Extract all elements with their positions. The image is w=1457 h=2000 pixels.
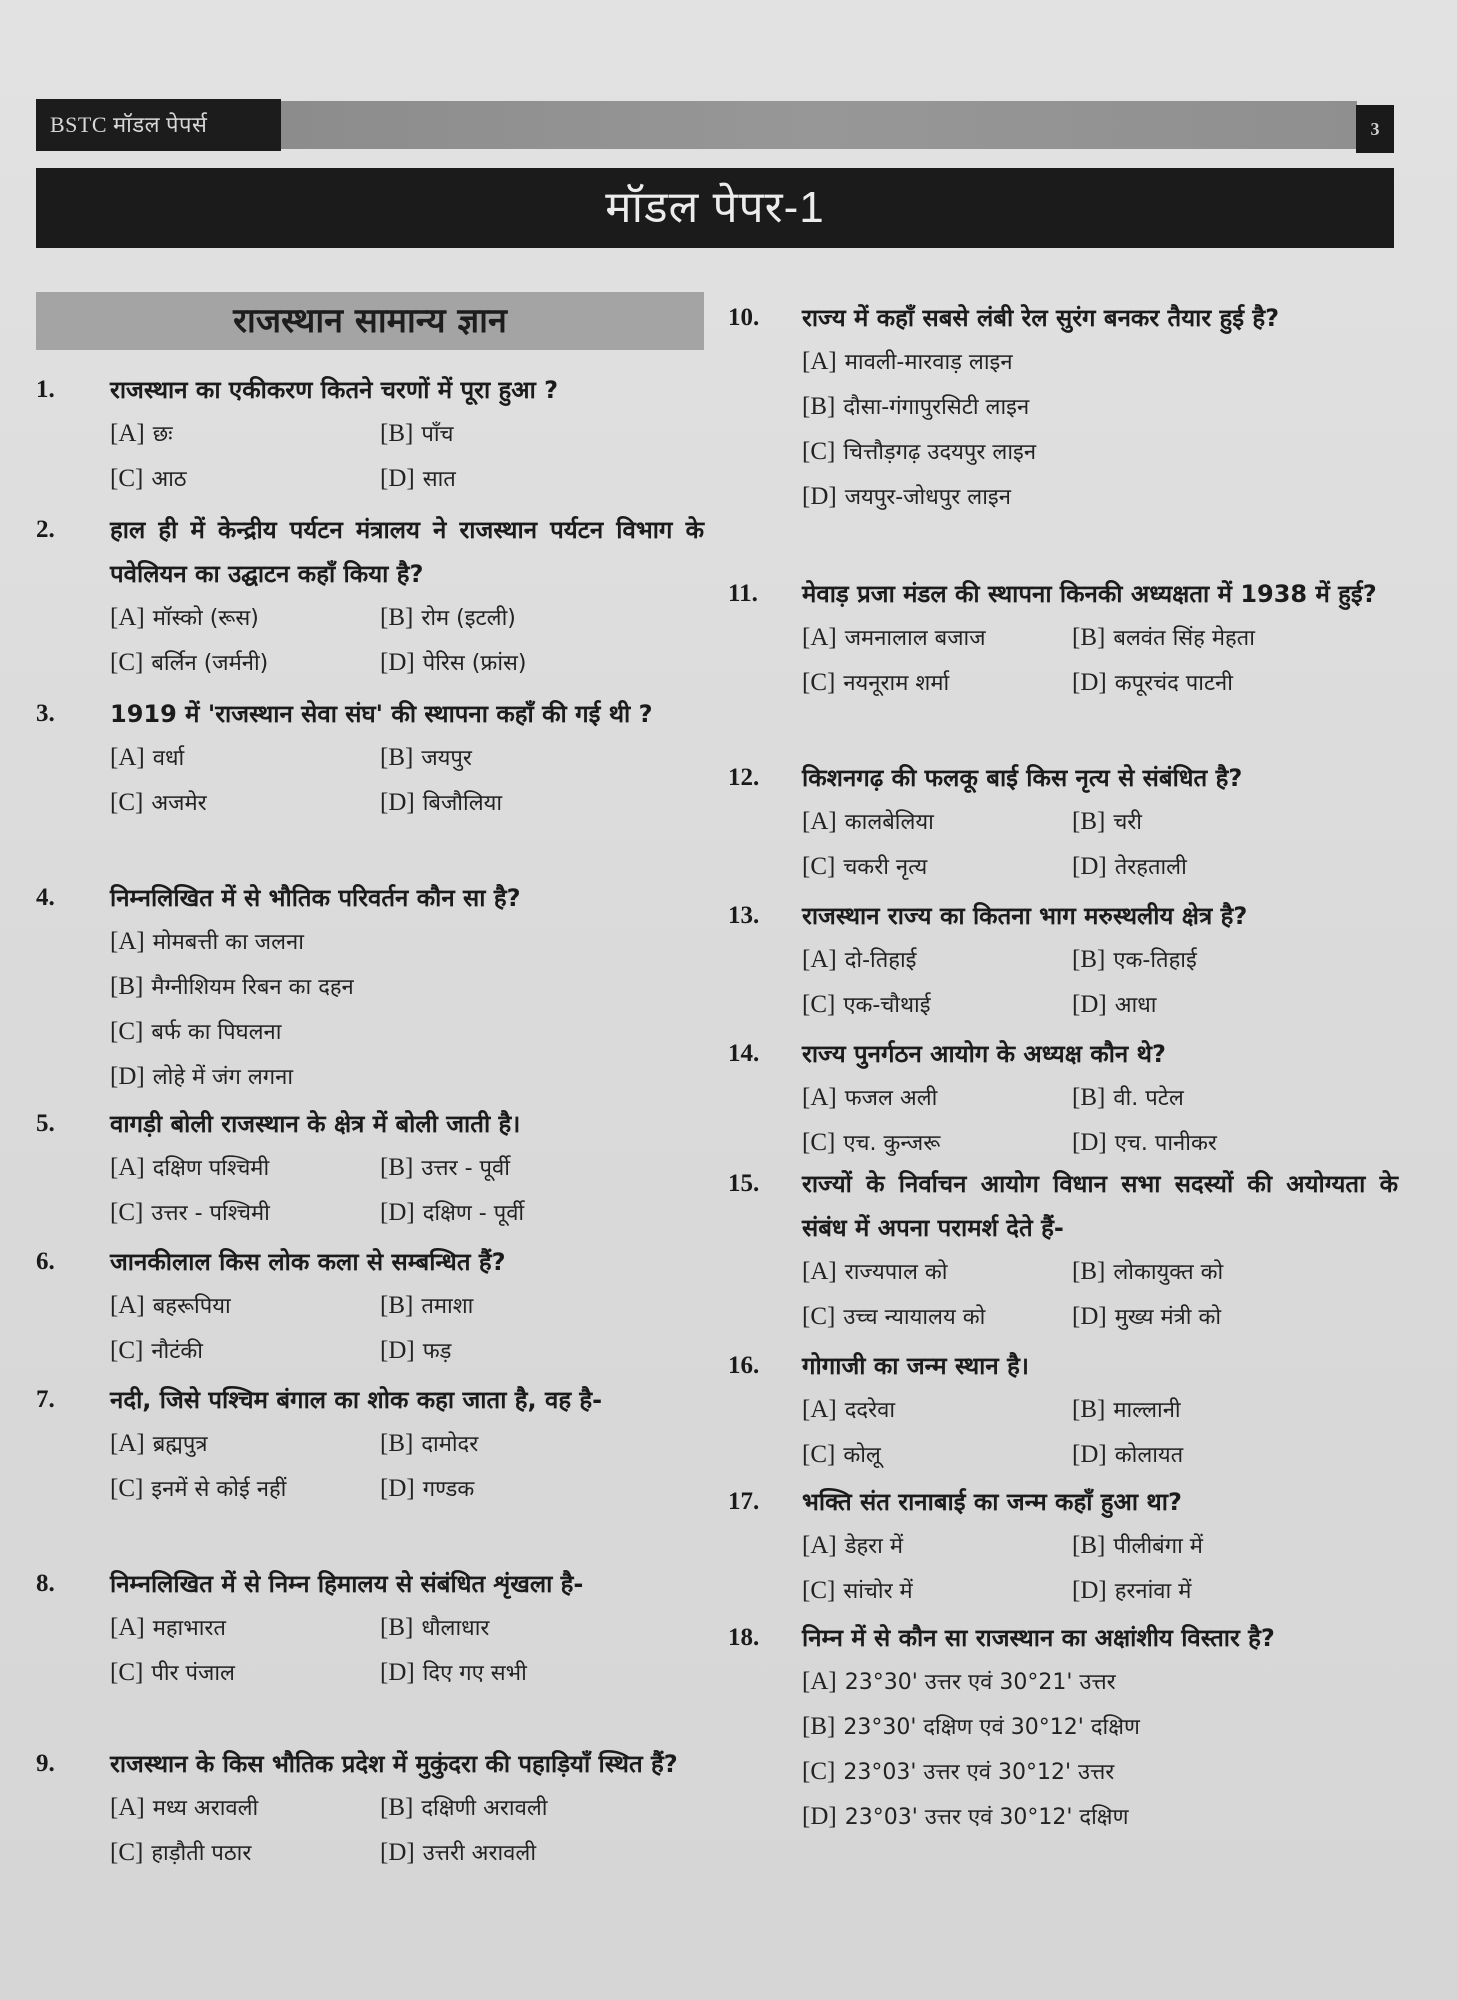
question-10 bbox=[728, 296, 1398, 520]
option-d: [D] एच. पानीकर bbox=[1072, 1129, 1217, 1156]
question-number: 17. bbox=[728, 1488, 760, 1515]
option-c: [C] चित्तौड़गढ़ उदयपुर लाइन bbox=[802, 438, 1037, 465]
options bbox=[802, 1524, 1398, 1614]
options bbox=[802, 340, 1398, 520]
option-d: [D] लोहे में जंग लगना bbox=[110, 1063, 294, 1090]
option-c: [C] 23°03' उत्तर एवं 30°12' उत्तर bbox=[802, 1758, 1115, 1785]
question-4 bbox=[36, 876, 704, 1100]
option-c: [C] एक-चौथाई bbox=[802, 991, 931, 1018]
question-text: राज्य पुनर्गठन आयोग के अध्यक्ष कौन थे? bbox=[802, 1040, 1166, 1068]
option-b: [B] उत्तर - पूर्वी bbox=[380, 1154, 510, 1181]
question-15 bbox=[728, 1162, 1398, 1340]
option-a: [A] छः bbox=[110, 420, 173, 447]
options bbox=[110, 412, 704, 502]
question-number: 11. bbox=[728, 580, 758, 607]
options bbox=[110, 596, 704, 686]
option-c: [C] नयनूराम शर्मा bbox=[802, 669, 950, 696]
option-c: [C] बर्फ का पिघलना bbox=[110, 1018, 282, 1045]
options bbox=[110, 1146, 704, 1236]
question-11 bbox=[728, 572, 1398, 706]
option-a: [A] जमनालाल बजाज bbox=[802, 624, 986, 651]
option-b: [B] पाँच bbox=[380, 420, 454, 447]
option-b: [B] तमाशा bbox=[380, 1292, 474, 1319]
option-a: [A] दो-तिहाई bbox=[802, 946, 917, 973]
option-c: [C] चकरी नृत्य bbox=[802, 853, 928, 880]
options bbox=[110, 920, 704, 1100]
options bbox=[802, 1388, 1398, 1478]
question-text: हाल ही में केन्द्रीय पर्यटन मंत्रालय ने राजस्थान पर्यटन विभाग के पवेलियन का उद्घाटन कहाँ किया है? bbox=[110, 516, 704, 588]
option-a: [A] 23°30' उत्तर एवं 30°21' उत्तर bbox=[802, 1668, 1116, 1695]
question-number: 3. bbox=[36, 700, 55, 727]
question-number: 13. bbox=[728, 902, 760, 929]
question-text: राजस्थान के किस भौतिक प्रदेश में मुकुंदरा की पहाड़ियाँ स्थित हैं? bbox=[110, 1750, 678, 1778]
option-a: [A] मध्य अरावली bbox=[110, 1794, 259, 1821]
option-c: [C] उच्च न्यायालय को bbox=[802, 1303, 986, 1330]
options bbox=[802, 616, 1398, 706]
option-d: [D] 23°03' उत्तर एवं 30°12' दक्षिण bbox=[802, 1803, 1129, 1830]
option-d: [D] कपूरचंद पाटनी bbox=[1072, 669, 1233, 696]
question-text: वागड़ी बोली राजस्थान के क्षेत्र में बोली जाती है। bbox=[110, 1110, 521, 1138]
question-text: नदी, जिसे पश्चिम बंगाल का शोक कहा जाता है, वह है- bbox=[110, 1386, 603, 1414]
option-d: [D] दिए गए सभी bbox=[380, 1659, 527, 1686]
question-number: 10. bbox=[728, 304, 760, 331]
question-9 bbox=[36, 1742, 704, 1876]
option-b: [B] पीलीबंगा में bbox=[1072, 1532, 1203, 1559]
options bbox=[802, 938, 1398, 1028]
section-title: राजस्थान सामान्य ज्ञान bbox=[36, 292, 704, 350]
question-6 bbox=[36, 1240, 704, 1374]
page-number: 3 bbox=[1356, 105, 1394, 153]
option-b: [B] माल्लानी bbox=[1072, 1396, 1181, 1423]
option-d: [D] जयपुर-जोधपुर लाइन bbox=[802, 483, 1011, 510]
options bbox=[110, 736, 704, 826]
question-5 bbox=[36, 1102, 704, 1236]
question-number: 16. bbox=[728, 1352, 760, 1379]
option-c: [C] बर्लिन (जर्मनी) bbox=[110, 649, 269, 676]
option-c: [C] अजमेर bbox=[110, 789, 207, 816]
option-c: [C] हाड़ौती पठार bbox=[110, 1839, 252, 1866]
question-text: जानकीलाल किस लोक कला से सम्बन्धित हैं? bbox=[110, 1248, 506, 1276]
option-d: [D] सात bbox=[380, 465, 456, 492]
option-a: [A] मोमबत्ती का जलना bbox=[110, 928, 304, 955]
question-16 bbox=[728, 1344, 1398, 1478]
option-c: [C] सांचोर में bbox=[802, 1577, 913, 1604]
option-d: [D] बिजौलिया bbox=[380, 789, 503, 816]
question-text: राजस्थान राज्य का कितना भाग मरुस्थलीय क्षेत्र है? bbox=[802, 902, 1248, 930]
option-d: [D] फड़ bbox=[380, 1337, 452, 1364]
option-a: [A] मॉस्को (रूस) bbox=[110, 604, 259, 631]
option-b: [B] धौलाधार bbox=[380, 1614, 490, 1641]
options bbox=[110, 1284, 704, 1374]
option-d: [D] दक्षिण - पूर्वी bbox=[380, 1199, 525, 1226]
option-b: [B] एक-तिहाई bbox=[1072, 946, 1197, 973]
option-a: [A] डेहरा में bbox=[802, 1532, 904, 1559]
option-c: [C] आठ bbox=[110, 465, 187, 492]
question-number: 7. bbox=[36, 1386, 55, 1413]
option-d: [D] तेरहताली bbox=[1072, 853, 1187, 880]
question-number: 18. bbox=[728, 1624, 760, 1651]
question-text: गोगाजी का जन्म स्थान है। bbox=[802, 1352, 1029, 1380]
option-d: [D] कोलायत bbox=[1072, 1441, 1184, 1468]
question-number: 9. bbox=[36, 1750, 55, 1777]
running-header bbox=[36, 99, 1394, 151]
option-d: [D] हरनांवा में bbox=[1072, 1577, 1192, 1604]
option-a: [A] ब्रह्मपुत्र bbox=[110, 1430, 208, 1457]
option-d: [D] पेरिस (फ्रांस) bbox=[380, 649, 527, 676]
question-7 bbox=[36, 1378, 704, 1512]
question-number: 2. bbox=[36, 516, 55, 543]
header-strip bbox=[281, 101, 1357, 149]
option-b: [B] दक्षिणी अरावली bbox=[380, 1794, 548, 1821]
question-number: 1. bbox=[36, 376, 55, 403]
question-18 bbox=[728, 1616, 1398, 1840]
question-8 bbox=[36, 1562, 704, 1696]
question-12 bbox=[728, 756, 1398, 890]
question-text: 1919 में 'राजस्थान सेवा संघ' की स्थापना कहाँ की गई थी ? bbox=[110, 700, 653, 728]
options bbox=[110, 1606, 704, 1696]
question-number: 6. bbox=[36, 1248, 55, 1275]
options bbox=[802, 800, 1398, 890]
question-text: राज्यों के निर्वाचन आयोग विधान सभा सदस्यों की अयोग्यता के संबंध में अपना परामर्श देते हैं- bbox=[802, 1170, 1398, 1242]
options bbox=[110, 1786, 704, 1876]
option-d: [D] उत्तरी अरावली bbox=[380, 1839, 537, 1866]
option-b: [B] वी. पटेल bbox=[1072, 1084, 1184, 1111]
question-14 bbox=[728, 1032, 1398, 1166]
paper-title: मॉडल पेपर-1 bbox=[36, 168, 1394, 248]
series-label: BSTC मॉडल पेपर्स bbox=[36, 99, 281, 151]
option-c: [C] इनमें से कोई नहीं bbox=[110, 1475, 287, 1502]
option-a: [A] कालबेलिया bbox=[802, 808, 934, 835]
option-b: [B] रोम (इटली) bbox=[380, 604, 516, 631]
question-3 bbox=[36, 692, 704, 826]
option-c: [C] एच. कुन्जरू bbox=[802, 1129, 941, 1156]
question-17 bbox=[728, 1480, 1398, 1614]
option-b: [B] बलवंत सिंह मेहता bbox=[1072, 624, 1255, 651]
option-c: [C] उत्तर - पश्चिमी bbox=[110, 1199, 270, 1226]
option-d: [D] गण्डक bbox=[380, 1475, 475, 1502]
option-d: [D] आधा bbox=[1072, 991, 1157, 1018]
question-text: निम्न में से कौन सा राजस्थान का अक्षांशीय विस्तार है? bbox=[802, 1624, 1275, 1652]
options bbox=[802, 1250, 1398, 1340]
option-c: [C] कोलू bbox=[802, 1441, 881, 1468]
question-text: निम्नलिखित में से भौतिक परिवर्तन कौन सा है? bbox=[110, 884, 521, 912]
question-text: राज्य में कहाँ सबसे लंबी रेल सुरंग बनकर तैयार हुई है? bbox=[802, 304, 1280, 332]
options bbox=[802, 1660, 1398, 1840]
option-c: [C] पीर पंजाल bbox=[110, 1659, 235, 1686]
question-text: भक्ति संत रानाबाई का जन्म कहाँ हुआ था? bbox=[802, 1488, 1182, 1516]
option-d: [D] मुख्य मंत्री को bbox=[1072, 1303, 1222, 1330]
options bbox=[110, 1422, 704, 1512]
option-b: [B] जयपुर bbox=[380, 744, 472, 771]
question-13 bbox=[728, 894, 1398, 1028]
question-text: किशनगढ़ की फलकू बाई किस नृत्य से संबंधित है? bbox=[802, 764, 1243, 792]
question-text: मेवाड़ प्रजा मंडल की स्थापना किनकी अध्यक्षता में 1938 में हुई? bbox=[802, 580, 1377, 608]
question-2 bbox=[36, 508, 704, 686]
options bbox=[802, 1076, 1398, 1166]
option-a: [A] महाभारत bbox=[110, 1614, 226, 1641]
option-a: [A] मावली-मारवाड़ लाइन bbox=[802, 348, 1013, 375]
option-b: [B] मैग्नीशियम रिबन का दहन bbox=[110, 973, 354, 1000]
option-b: [B] दौसा-गंगापुरसिटी लाइन bbox=[802, 393, 1030, 420]
option-b: [B] लोकायुक्त को bbox=[1072, 1258, 1224, 1285]
option-c: [C] नौटंकी bbox=[110, 1337, 203, 1364]
option-b: [B] चरी bbox=[1072, 808, 1142, 835]
question-number: 4. bbox=[36, 884, 55, 911]
question-number: 8. bbox=[36, 1570, 55, 1597]
question-number: 14. bbox=[728, 1040, 760, 1067]
option-a: [A] राज्यपाल को bbox=[802, 1258, 948, 1285]
option-a: [A] फजल अली bbox=[802, 1084, 938, 1111]
question-number: 12. bbox=[728, 764, 760, 791]
question-1 bbox=[36, 368, 704, 502]
option-a: [A] वर्धा bbox=[110, 744, 185, 771]
question-text: निम्नलिखित में से निम्न हिमालय से संबंधित शृंखला है- bbox=[110, 1570, 584, 1598]
option-a: [A] ददरेवा bbox=[802, 1396, 896, 1423]
option-a: [A] बहरूपिया bbox=[110, 1292, 231, 1319]
question-number: 5. bbox=[36, 1110, 55, 1137]
option-b: [B] 23°30' दक्षिण एवं 30°12' दक्षिण bbox=[802, 1713, 1140, 1740]
option-a: [A] दक्षिण पश्चिमी bbox=[110, 1154, 270, 1181]
option-b: [B] दामोदर bbox=[380, 1430, 479, 1457]
question-number: 15. bbox=[728, 1170, 760, 1197]
question-text: राजस्थान का एकीकरण कितने चरणों में पूरा हुआ ? bbox=[110, 376, 559, 404]
